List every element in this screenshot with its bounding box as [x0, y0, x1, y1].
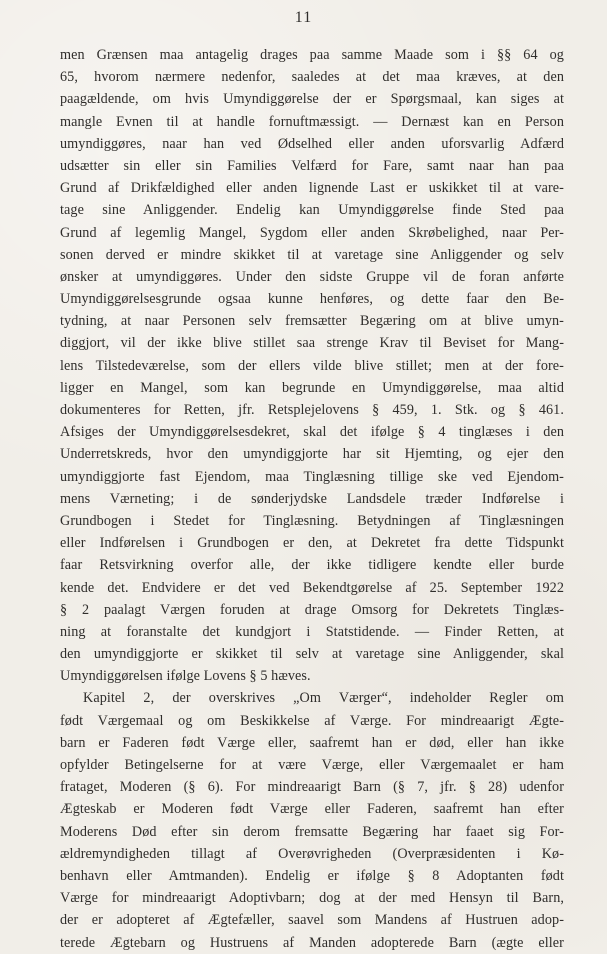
text-line: faar Retsvirkning overfor alle, der ikke tidligere kendte eller burde: [60, 557, 564, 574]
text-line: Grund af Drikfældighed eller anden lignende Last er uskikket til at vare-: [60, 180, 564, 197]
text-line: Moderens Død efter sin derom fremsatte Begæring har faaet sig For-: [60, 823, 564, 840]
text-line: opfylder Betingelserne for at være Værge, eller Værgemaalet er ham: [60, 757, 564, 773]
text-line: benhavn eller Amtmanden). Endelig er ifølge § 8 Adoptanten født: [60, 867, 564, 884]
text-line: ønsker at umyndiggøres. Under den sidste Gruppe vil de foran anførte: [60, 268, 564, 285]
page-number: 11: [294, 9, 313, 26]
text-line: paagældende, om hvis Umyndiggørelse der er Spørgsmaal, kan siges at: [60, 91, 564, 108]
text-line: Underretskreds, hvor den umyndiggjorte har sit Hjemting, og ejer den: [60, 446, 564, 463]
text-line: § 2 paalagt Værgen foruden at drage Omsorg for Dekretets Tinglæs-: [60, 601, 564, 618]
text-line: eller Indførelsen i Grundbogen er den, at Dekretet fra dette Tidspunkt: [60, 535, 564, 552]
text-line: lens Tilstedeværelse, som der ellers vilde blive stillet; men at der fore-: [60, 357, 564, 374]
text-line: men Grænsen maa antagelig drages paa samme Maade som i §§ 64 og: [60, 47, 564, 63]
text-line: der er adopteret af Ægtefæller, saavel som Mandens af Hustruen adop-: [60, 912, 564, 929]
text-line: Umyndiggørelsesgrunde ogsaa kunne henføres, og dette faar den Be-: [60, 291, 564, 308]
text-line: barn er Faderen født Værge eller, saafremt han er død, eller han ikke: [60, 734, 564, 751]
text-line: terede Ægtebarn og Hustruens af Manden adopterede Barn (ægte eller: [60, 934, 564, 951]
text-line: mens Værneting; i de sønderjydske Landsdele træder Indførelse i: [60, 490, 564, 507]
text-line: umyndiggøres, naar han ved Ødselhed eller anden uforsvarlig Adfærd: [60, 135, 564, 152]
text-line: født Værgemaal og om Beskikkelse af Værge. For mindreaarigt Ægte-: [60, 712, 564, 729]
text-line: Afsiges der Umyndiggørelsesdekret, skal det ifølge § 4 tinglæses i den: [60, 424, 564, 441]
text-line: 65, hvorom nærmere nedenfor, saaledes at det maa kræves, at den: [60, 69, 564, 86]
text-line: Værge for mindreaarigt Adoptivbarn; dog at der med Hensyn til Barn,: [60, 890, 564, 907]
text-line: Kapitel 2, der overskrives „Om Værger“, indeholder Regler om: [83, 690, 564, 707]
text-line: den umyndiggjorte er skikket til selv at varetage sine Anliggender, skal: [60, 646, 564, 663]
text-line: diggjort, vil der ikke blive stillet saa strenge Krav til Beviset for Mang-: [60, 335, 564, 352]
text-line: Grundbogen i Stedet for Tinglæsning. Betydningen af Tinglæsningen: [60, 512, 564, 529]
text-line: Grund af legemlig Mangel, Sygdom eller anden Skrøbelighed, naar Per-: [60, 224, 564, 241]
text-line: Ægteskab er Moderen født Værge eller Faderen, saafremt han efter: [60, 801, 564, 818]
text-line: Umyndiggørelsen ifølge Lovens § 5 hæves.: [60, 668, 311, 685]
text-line: frataget, Moderen (§ 6). For mindreaarigt Barn (§ 7, jfr. § 28) udenfor: [60, 779, 564, 796]
text-line: tydning, at naar Personen selv fremsætter Begæring om at blive umyn-: [60, 313, 564, 330]
text-line: umyndiggjorte fast Ejendom, maa Tinglæsning tillige ske ved Ejendom-: [60, 468, 564, 485]
text-line: kende det. Endvidere er det ved Bekendtgørelse af 25. September 1922: [60, 579, 564, 596]
text-line: ligger en Mangel, som kan begrunde en Umyndiggørelse, maa altid: [60, 379, 564, 396]
body-text: [60, 44, 564, 954]
text-line: dokumenteres for Retten, jfr. Retsplejelovens § 459, 1. Stk. og § 461.: [60, 402, 564, 418]
text-line: mangle Evnen til at handle fornuftmæssigt. — Dernæst kan en Person: [60, 113, 564, 130]
text-line: tage sine Anliggender. Endelig kan Umyndiggørelse finde Sted paa: [60, 202, 564, 219]
text-line: udsætter sin eller sin Families Velfærd for Fare, samt naar han paa: [60, 157, 564, 174]
text-line: ning at foranstalte det kundgjort i Statstidende. — Finder Retten, at: [60, 623, 564, 640]
text-line: ældremyndigheden tillagt af Overøvrigheden (Overpræsidenten i Kø-: [60, 845, 564, 862]
text-line: sonen derved er mindre skikket til at varetage sine Anliggender og selv: [60, 246, 564, 263]
